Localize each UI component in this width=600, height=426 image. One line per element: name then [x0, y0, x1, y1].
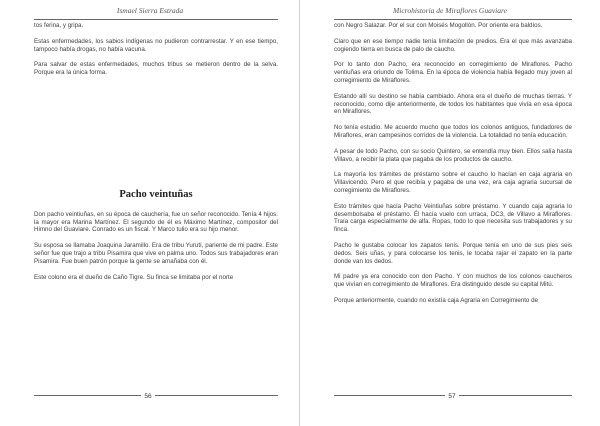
left-page-number	[0, 393, 298, 400]
paragraph: Su esposa se llamaba Joaquina Jaramillo. Era de tribu Yurutí, pariente de mi padre. Este señor fue que trajo a tribu Pisamira que vive en palma uno. Todos sus trabajadores eran Pisamira. Fue buen patrón porque la gente se amañaba con él.	[34, 242, 278, 265]
page-number-text: 57	[445, 393, 458, 400]
right-header-rule	[334, 19, 572, 20]
paragraph: Claro que en ese tiempo nadie tenía limitación de predios. Era el que más avanzaba cogiendo tierra en busca de palo de caucho.	[334, 37, 572, 53]
paragraph: Mi padre ya era conocido con don Pacho. Y con muchos de los colonos caucheros que vivían en corregimiento de Miraflores. Era distinguido desde su capital Mitú.	[334, 273, 572, 289]
paragraph: tos ferina, y gripa.	[34, 22, 84, 29]
paragraph: Este colono era el dueño de Caño Tigre. Su finca se limitaba por el norte	[34, 273, 234, 281]
paragraph: La mayoría los trámites de préstamo sobre el caucho lo hacían en caja agraria en Villavicendo. Pero el que recibía y pagaba de una vez, era caja agraria sucursal de corregimiento de Miraflores.	[334, 171, 572, 194]
paragraph: Esto trámites que hacía Pacho Veintiuñas sobre préstamo. Y cuando caja agraria lo desembolsaba el préstamo. Él hacía vuelo con urraca, DC3, de Villavo a Miraflores. Traía carga especialmente de alfa. Ropas, todo lo que necesita sus trabajadores y su finca.	[334, 202, 572, 234]
right-page	[300, 0, 600, 426]
paragraph: Por lo tanto don Pacho, era reconocido en corregimiento de Miraflores. Pacho ventiuñas era oriundo de Tolima. En la época de violencia había llegado muy joven al corregimiento de Miraflores.	[334, 61, 572, 84]
page-number-text: 56	[141, 393, 154, 400]
paragraph: Estando allí su destino se había cambiado. Ahora era el dueño de muchas tierras. Y reconocido, como dije anteriormente, de todos los habitantes que vivía en esa época en Miraflores.	[334, 92, 572, 116]
paragraph: con Negro Salazar. Por el sur con Moisés Mogollón. Por oriente era baldíos.	[334, 22, 543, 29]
paragraph: Pacho le gustaba colocar los zapatos tenis. Porque tenía en uno de sus pies seis dedos. Seis uñas, y para colocarse los tenis, le tocaba rajar el zapato en la parte donde van los dedos.	[334, 241, 572, 265]
right-text-column	[334, 22, 572, 313]
paragraph: Porque anteriormente, cuando no existía caja Agraria en Corregimiento de	[334, 296, 538, 304]
right-page-number	[302, 393, 600, 400]
left-running-header: Ismael Sierra Estrada	[116, 6, 184, 15]
chapter-title: Pacho veintuñas	[119, 188, 193, 200]
left-text-column	[34, 22, 278, 289]
left-header-rule	[34, 19, 278, 20]
paragraph: A pesar de todo Pacho, con su socio Quintero, se entendía muy bien. Ellos salía hasta Villavo, a recibir la plata que pagaba de los productos de caucho.	[334, 147, 572, 163]
paragraph: Para salvar de estas enfermedades, muchos tribus se metieron dentro de la selva. Porque era la única forma.	[34, 61, 278, 77]
paragraph: Estas enfermedades, los sabios indígenas no pudieron contrarrestar. Y en ese tiempo, tampoco había drogas, no había vacuna.	[34, 37, 278, 53]
right-running-header: Microhistoria de Miraflores Guaviare	[393, 6, 507, 15]
paragraph: Don pacho veintiuñas, en su época de cauchería, fue un señor reconocido. Tenía 4 hijos: la mayor era Marina Martínez. El segundo de él es Máximo Martínez, compositor del Himno del Guaviare. Conrado es un fiscal. Y Marco tulio era su hijo menor.	[34, 210, 278, 234]
paragraph: No tenía estudio. Me acuerdo mucho que todos los colonos antiguos, fundadores de Miraflores, eran campesinos corridos de la violencia. La totalidad no tenía educación.	[334, 124, 572, 139]
